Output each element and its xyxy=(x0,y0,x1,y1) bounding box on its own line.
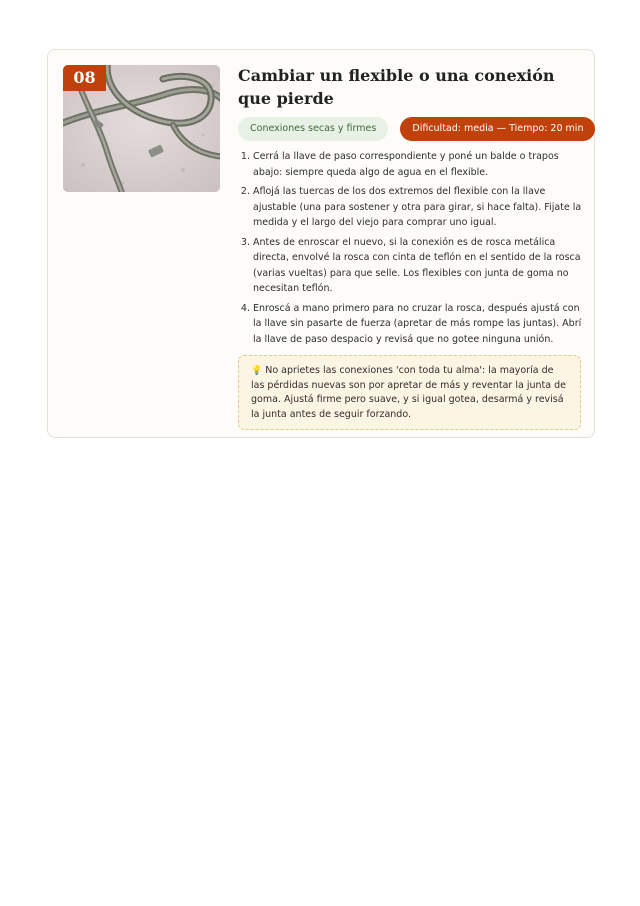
steps-list xyxy=(238,149,582,347)
instruction-card xyxy=(47,49,595,438)
step-number-badge: 08 xyxy=(63,65,106,91)
list-item: 4. Enroscá a mano primero para no cruzar la rosca, después ajustá con la llave sin pasarte de fuerza (apretar de más rompe las juntas). Abrí la llave de paso despacio y revisá que no gotee ninguna unión. xyxy=(253,301,582,348)
tag-row xyxy=(238,117,582,141)
list-item: 1. Cerrá la llave de paso correspondiente y poné un balde o trapos abajo: siempre queda algo de agua en el flexible. xyxy=(253,149,582,180)
lightbulb-icon: 💡 xyxy=(251,366,263,376)
difficulty-time-tag: Dificultad: media — Tiempo: 20 min xyxy=(400,117,595,141)
list-item: 3. Antes de enroscar el nuevo, si la conexión es de rosca metálica directa, envolvé la rosca con cinta de teflón en el sentido de la rosca (varias vueltas) para que selle. Los flexibles con junta de goma no necesitan teflón. xyxy=(253,235,582,297)
card-content xyxy=(238,64,582,430)
tip-text: No aprietes las conexiones 'con toda tu alma': la mayoría de las pérdidas nuevas son por apretar de más y reventar la junta de goma. Ajustá firme pero suave, y si igual gotea, desarmá y revisá la junta antes de seguir forzando. xyxy=(251,365,566,420)
tip-box xyxy=(238,355,581,430)
card-title: Cambiar un flexible o una conexión que pierde xyxy=(238,66,555,108)
list-item: 2. Aflojá las tuercas de los dos extremos del flexible con la llave ajustable (una para sostener y otra para girar, si hace falta). Fijate la medida y el largo del viejo para comprar uno igual. xyxy=(253,184,582,231)
step-photo xyxy=(63,65,220,192)
category-tag: Conexiones secas y firmes xyxy=(238,117,388,141)
